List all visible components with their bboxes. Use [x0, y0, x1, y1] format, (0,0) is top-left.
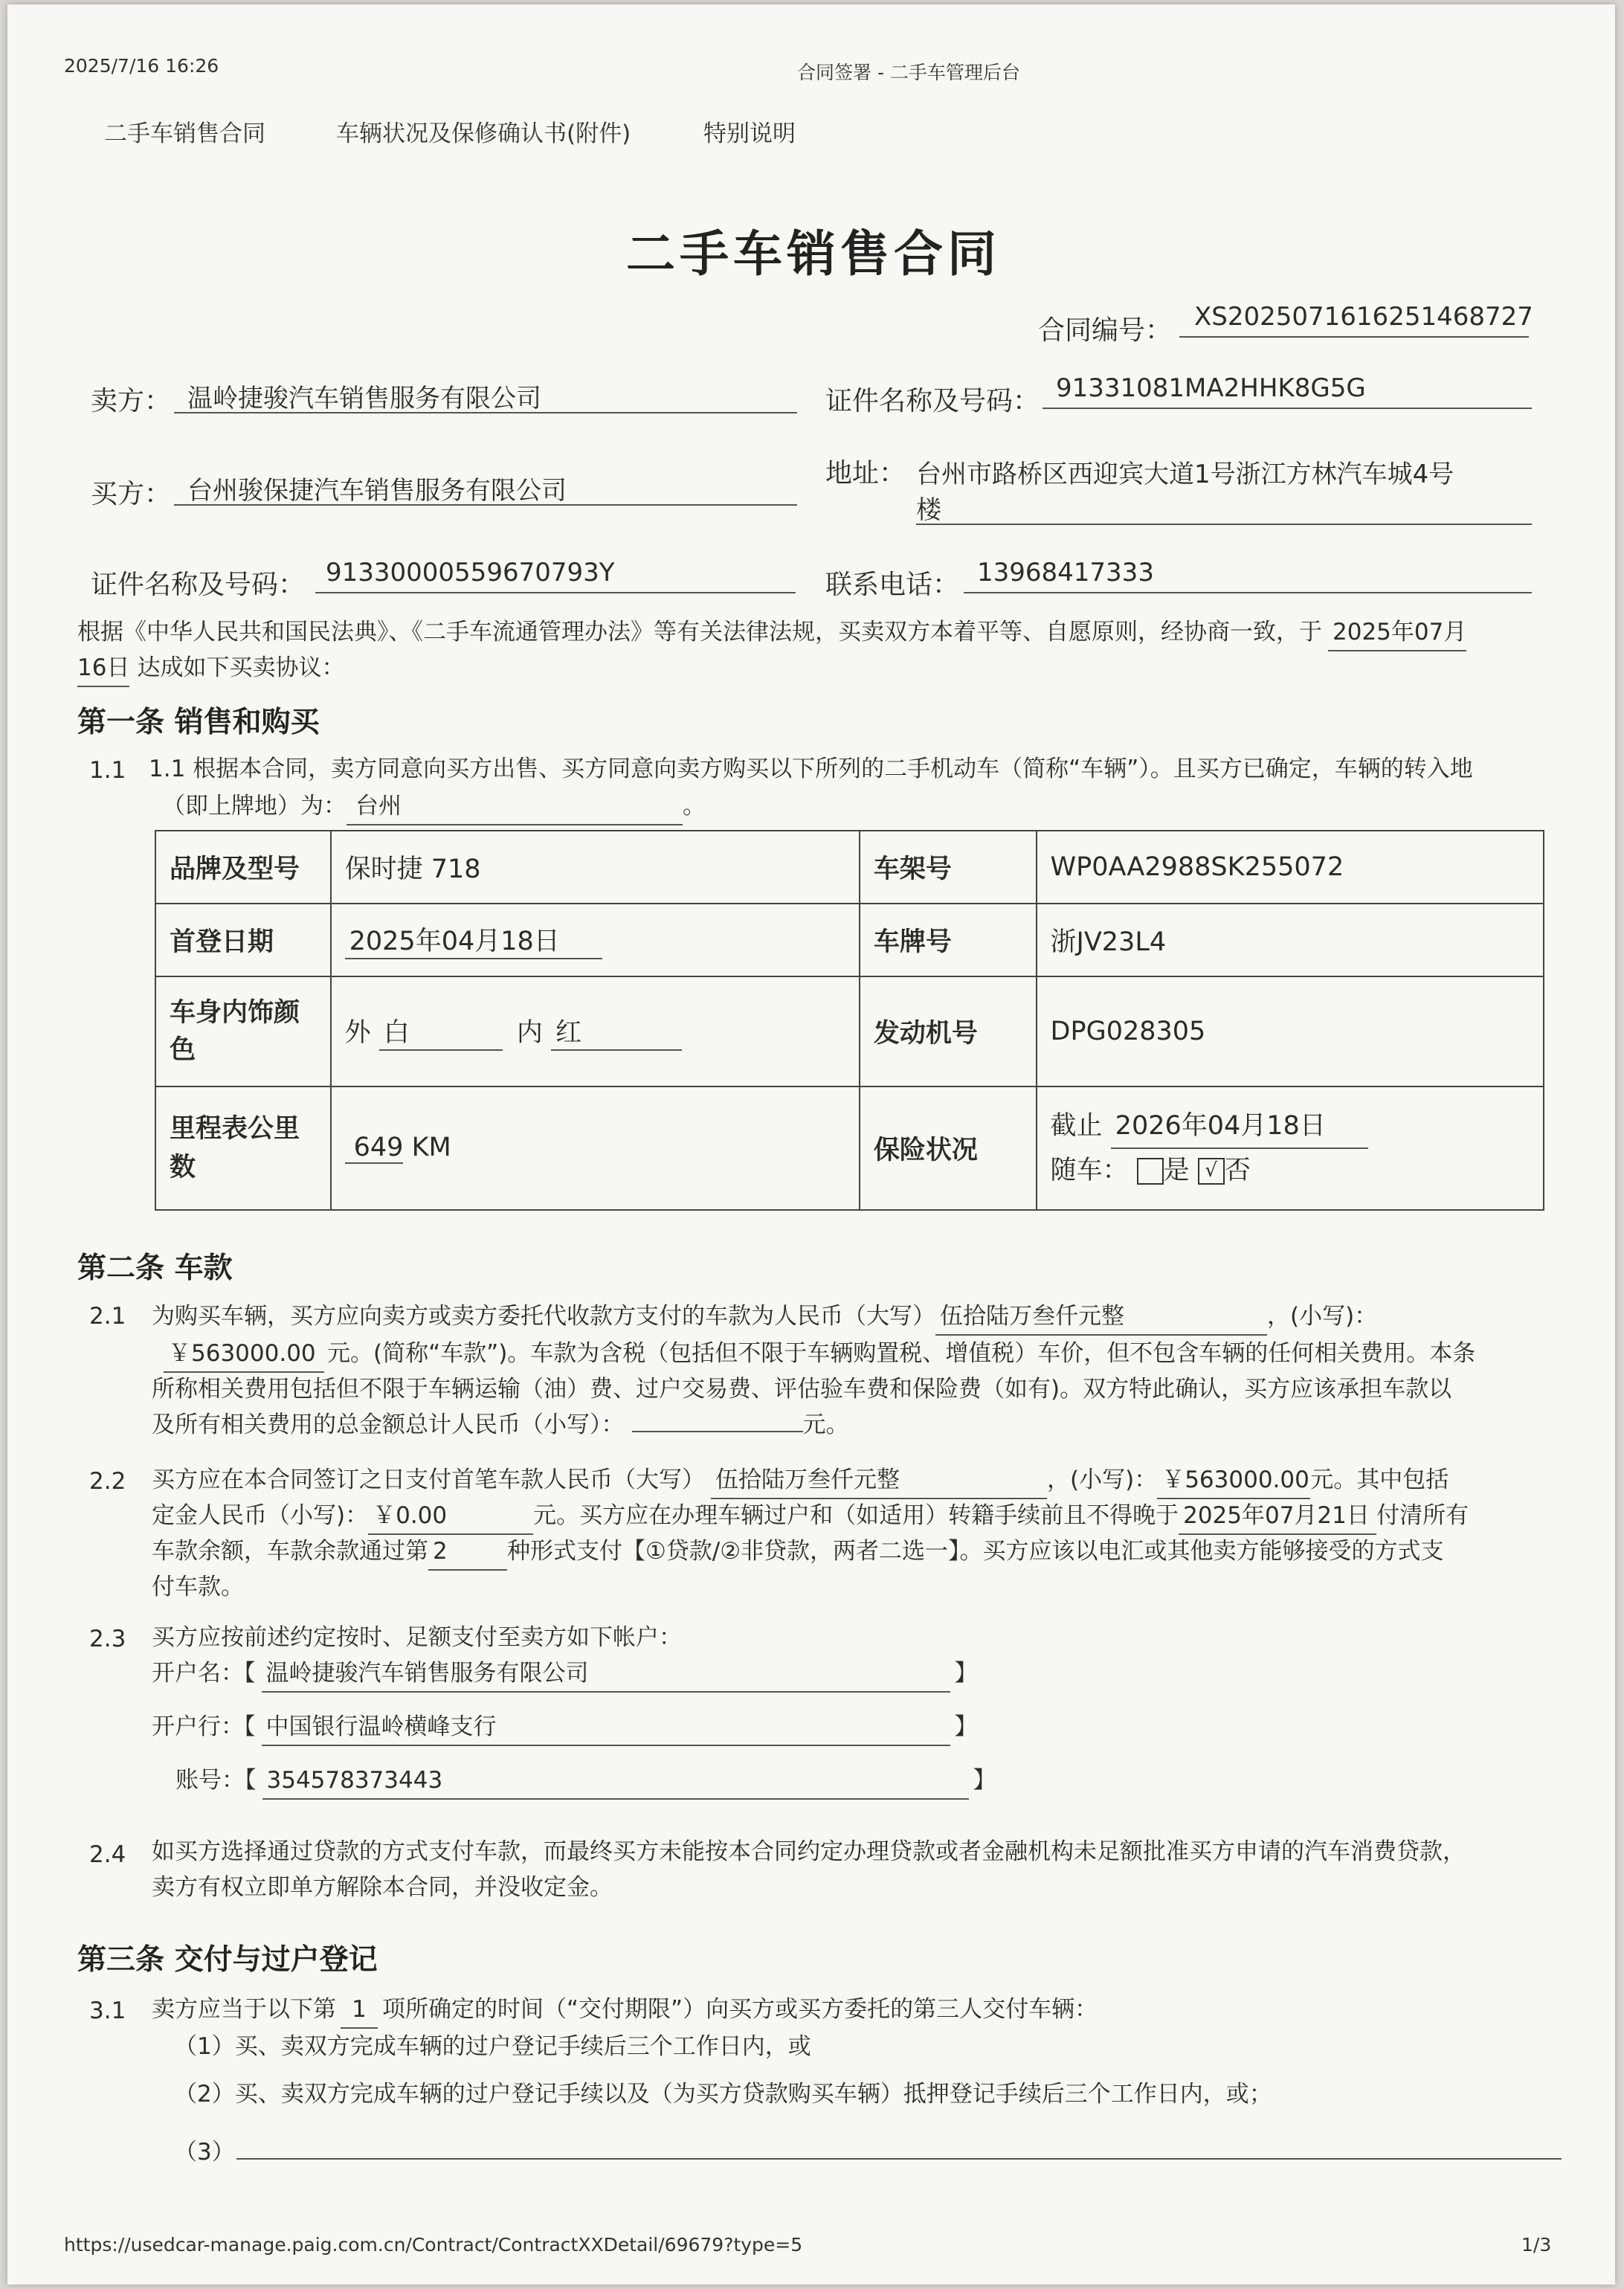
brand-label: 品牌及型号: [155, 831, 331, 904]
clause-2-4-line2: 卖方有权立即单方解除本合同，并没收定金。: [152, 1874, 613, 1901]
brand-value: 保时捷 718: [331, 831, 860, 904]
total-amount: [632, 1431, 803, 1432]
clause-2-1-line4: [152, 1407, 849, 1443]
clause-2-2-line2-prefix: 定金人民币（小写)：: [152, 1502, 369, 1529]
clause-2-1-prefix: 为购买车辆，买方应向卖方或卖方委托代收款方支付的车款为人民币（大写）: [152, 1303, 935, 1330]
clause-1-1-line1: 1.1 根据本合同，卖方同意向买方出售、买方同意向卖方购买以下所列的二手机动车（简称“车辆”）。且买方已确定，车辆的转入地: [149, 756, 1473, 782]
tab-special-notes[interactable]: 特别说明: [703, 120, 796, 147]
clause-2-1-number: 2.1: [89, 1303, 126, 1330]
phone-label: 联系电话：: [825, 570, 960, 600]
table-row: [155, 1086, 1544, 1210]
vin-label: 车架号: [860, 831, 1037, 904]
page-title: 二手车销售合同: [626, 225, 1001, 283]
phone-field: [964, 558, 1532, 593]
buyer-id-value: 91330000559670793Y: [326, 558, 615, 587]
table-row: [155, 976, 1544, 1086]
buyer-field: [174, 470, 797, 506]
exterior-color: 白: [379, 1012, 503, 1051]
contract-no-field: [1179, 302, 1533, 338]
price-words: 伍拾陆万叁仟元整: [935, 1298, 1267, 1336]
article1-heading: 第一条 销售和购买: [77, 706, 320, 739]
article3-heading: 第三条 交付与过户登记: [77, 1943, 378, 1977]
insurance-until-prefix: 截止: [1050, 1111, 1103, 1141]
delivery-item: 1: [341, 1992, 378, 2029]
clause-2-1-line4-suffix: 元。: [802, 1411, 849, 1438]
seller-id-label: 证件名称及号码：: [825, 386, 1040, 416]
clause-3-1-number: 3.1: [89, 1997, 126, 2024]
odometer-cell: [331, 1086, 860, 1210]
agreement-date-part2: 16日: [77, 650, 129, 687]
plate-value: 浙JV23L4: [1037, 904, 1544, 976]
reg-date-cell: [331, 904, 860, 976]
clause-2-2-suffix: 元。其中包括: [1310, 1467, 1449, 1493]
contract-no-label: 合同编号：: [1038, 315, 1173, 346]
clause-1-1-line2: [162, 788, 706, 825]
bank-row: [152, 1709, 978, 1746]
seller-label: 卖方：: [91, 386, 172, 416]
account-name-row: [152, 1655, 978, 1693]
bank-label: 开户行：【: [152, 1713, 256, 1740]
interior-prefix: 内: [516, 1018, 543, 1048]
clause-1-1-suffix: 。: [683, 793, 706, 820]
clause-2-3-line1: 买方应按前述约定按时、足额支付至卖方如下帐户：: [152, 1624, 682, 1651]
buyer-id-field: [315, 558, 796, 593]
address-line2: 楼: [916, 495, 941, 525]
payment-deadline: 2025年07月21日: [1179, 1498, 1376, 1535]
address-line1: 台州市路桥区西迎宾大道1号浙江方林汽车城4号: [916, 460, 1454, 489]
tab-vehicle-condition[interactable]: 车辆状况及保修确认书(附件): [336, 120, 631, 147]
reg-date-label: 首登日期: [155, 904, 331, 976]
interior-color: 红: [551, 1012, 682, 1051]
contract-no-value: XS2025071616251468727: [1194, 302, 1533, 332]
buyer-value: 台州骏保捷汽车销售服务有限公司: [187, 476, 567, 506]
checkbox-yes[interactable]: [1137, 1158, 1164, 1185]
table-row: [155, 831, 1544, 904]
clause-2-2-mid: ，(小写)：: [1047, 1467, 1158, 1493]
table-row: [155, 904, 1544, 976]
account-name-label: 开户名：【: [152, 1660, 256, 1687]
buyer-label: 买方：: [91, 479, 172, 509]
clause-2-4-line1: 如买方选择通过贷款的方式支付车款，而最终买方未能按本合同约定办理贷款或者金融机构未足额批准买方申请的汽车消费贷款，: [152, 1838, 1466, 1865]
address-label: 地址：: [825, 458, 906, 489]
delivery-option-3-value: [236, 2158, 1562, 2160]
clause-2-1-line3: 所称相关费用包括但不限于车辆运输（油）费、过户交易费、评估验车费和保险费（如有)。双方特此确认，买方应该承担车款以: [152, 1376, 1452, 1403]
clause-2-2-line3-suffix: 种形式支付【①贷款/②非贷款，两者二选一】。买方应该以电汇或其他卖方能够接受的方式支: [507, 1538, 1444, 1565]
first-payment-amount: ￥563000.00: [1157, 1462, 1310, 1499]
clause-2-2-line2-suffix: 付清所有: [1376, 1502, 1469, 1529]
account-name-value: 温岭捷骏汽车销售服务有限公司: [262, 1655, 950, 1693]
color-label: [155, 976, 331, 1086]
engine-label: 发动机号: [860, 976, 1037, 1086]
no-label: 否: [1224, 1156, 1251, 1185]
tab-sales-contract[interactable]: 二手车销售合同: [104, 120, 265, 147]
color-label-line1: 车身内饰颜: [170, 998, 300, 1028]
deposit-amount: ￥0.00: [368, 1498, 533, 1535]
print-datetime: 2025/7/16 16:26: [64, 55, 219, 77]
delivery-option-3: [174, 2134, 1562, 2170]
checkbox-no[interactable]: √: [1198, 1158, 1225, 1185]
vin-value: WP0AA2988SK255072: [1037, 831, 1544, 904]
odometer-label-line2: 数: [170, 1153, 196, 1182]
color-cell: [331, 976, 860, 1086]
clause-2-2-line3: [152, 1533, 1444, 1571]
color-label-line2: 色: [170, 1035, 196, 1065]
preamble-text: 根据《中华人民共和国民法典》、《二手车流通管理办法》等有关法律法规，买卖双方本着平等、自愿原则，经协商一致，于: [77, 619, 1322, 646]
odometer-label: [155, 1086, 331, 1210]
clause-1-1-number: 1.1: [89, 757, 126, 784]
clause-2-1-line2-text: 元。(简称“车款”)。车款为含税（包括但不限于车辆购置税、增值税）车价，但不包含车辆的任何相关费用。本条: [327, 1340, 1476, 1367]
account-no-label: 账号：【: [175, 1767, 257, 1794]
with-car-label: 随车：: [1050, 1156, 1129, 1185]
clause-2-2-line3-prefix: 车款余额，车款余款通过第: [152, 1538, 428, 1565]
article2-heading: 第二条 车款: [77, 1252, 233, 1285]
agreement-date-part1: 2025年07月: [1328, 614, 1466, 651]
seller-id-field: [1043, 373, 1532, 409]
reg-date-value: 2025年04月18日: [345, 921, 602, 959]
clause-2-1-line4-prefix: 及所有相关费用的总金额总计人民币（小写）：: [152, 1411, 625, 1438]
preamble-line2: [77, 650, 344, 687]
odometer-unit: KM: [411, 1133, 451, 1162]
price-amount: ￥563000.00: [164, 1336, 324, 1373]
delivery-option-2: （2）买、卖双方完成车辆的过户登记手续以及（为买方贷款购买车辆）抵押登记手续后三个工作日内，或；: [174, 2081, 1272, 2108]
clause-2-2-line4: 付车款。: [152, 1574, 244, 1600]
clause-2-2-line1: [152, 1462, 1449, 1499]
yes-label: 是: [1163, 1156, 1190, 1185]
clause-2-1-line2: [164, 1336, 1475, 1373]
contract-page: [7, 4, 1615, 2285]
phone-value: 13968417333: [977, 558, 1154, 587]
exterior-prefix: 外: [344, 1018, 371, 1048]
registration-place: 台州: [347, 788, 683, 825]
clause-3-1-suffix: 项所确定的时间（“交付期限”）向买方或买方委托的第三人交付车辆：: [382, 1996, 1098, 2023]
clause-3-1-prefix: 卖方应当于以下第: [152, 1996, 336, 2023]
insurance-cell: [1037, 1086, 1544, 1210]
clause-2-2-line2: [152, 1498, 1469, 1535]
clause-2-3-number: 2.3: [89, 1626, 126, 1652]
payment-method: 2: [428, 1533, 507, 1571]
seller-field: [174, 378, 797, 413]
plate-label: 车牌号: [860, 904, 1037, 976]
clause-1-1-prefix: （即上牌地）为：: [162, 793, 347, 820]
print-page-title: 合同签署 - 二手车管理后台: [797, 62, 1020, 83]
preamble-line1: [77, 614, 1466, 651]
clause-2-2-line2-mid: 元。买方应在办理车辆过户和（如适用）转籍手续前且不得晚于: [533, 1502, 1179, 1529]
clause-2-2-prefix: 买方应在本合同签订之日支付首笔车款人民币（大写）: [152, 1467, 705, 1493]
account-name-close: 】: [954, 1660, 978, 1687]
clause-2-4-number: 2.4: [89, 1841, 126, 1868]
clause-2-1-suffix: ，(小写)：: [1267, 1303, 1378, 1330]
account-no-row: [175, 1762, 996, 1800]
seller-id-value: 91331081MA2HHK8G5G: [1056, 373, 1366, 403]
print-page-number: 1/3: [1521, 2234, 1552, 2256]
account-no-close: 】: [973, 1767, 996, 1794]
odometer-label-line1: 里程表公里: [170, 1114, 300, 1144]
odometer-value: 649: [345, 1133, 404, 1164]
clause-2-2-number: 2.2: [89, 1468, 126, 1495]
delivery-option-1: （1）买、卖双方完成车辆的过户登记手续后三个工作日内，或: [174, 2033, 811, 2060]
buyer-id-label: 证件名称及号码：: [91, 570, 306, 600]
address-field: [916, 489, 1532, 525]
first-payment-words: 伍拾陆万叁仟元整: [711, 1462, 1047, 1499]
clause-3-1-line1: [152, 1992, 1098, 2029]
seller-value: 温岭捷骏汽车销售服务有限公司: [187, 384, 541, 413]
engine-value: DPG028305: [1037, 976, 1544, 1086]
insurance-label: 保险状况: [860, 1086, 1037, 1210]
account-no-value: 354578373443: [262, 1762, 969, 1800]
print-url: https://usedcar-manage.paig.com.cn/Contract/ContractXXDetail/69679?type=5: [64, 2234, 803, 2256]
bank-close: 】: [954, 1713, 978, 1740]
insurance-until-date: 2026年04月18日: [1111, 1104, 1368, 1149]
clause-2-1-line1: [152, 1298, 1377, 1336]
vehicle-table: [155, 830, 1544, 1211]
preamble-text-after: 达成如下买卖协议：: [137, 654, 345, 681]
delivery-option-3-label: （3）: [174, 2139, 235, 2166]
bank-value: 中国银行温岭横峰支行: [262, 1709, 950, 1746]
